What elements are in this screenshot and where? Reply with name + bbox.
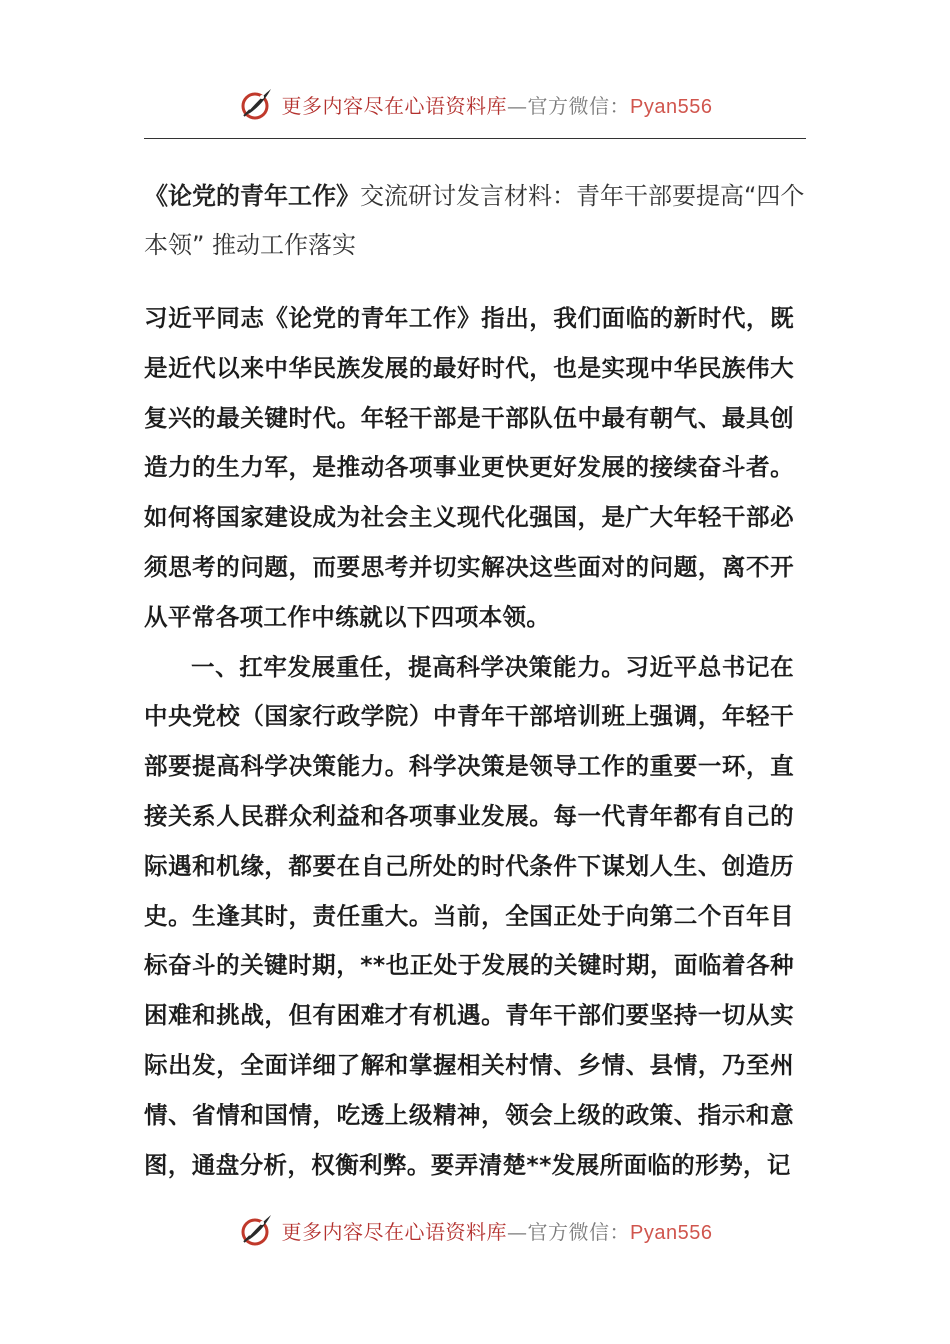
footer-banner-wechat-label: 官方微信： — [527, 1219, 631, 1244]
paragraph-intro: 习近平同志《论党的青年工作》指出，我们面临的新时代，既是近代以来中华民族发展的最好时代，也是实现中华民族伟大复兴的最关键时代。年轻干部是干部队伍中最有朝气、最具创造力的生力军，是推动各项事业更快更好发展的接续奋斗者。如何将国家建设成为社会主义现代化强国，是广大年轻干部必须思考的问题，而要思考并切实解决这些面对的问题，离不开从平常各项工作中练就以下四项本领。 — [144, 304, 794, 631]
title-book-name: 《论党的青年工作》 — [144, 182, 360, 210]
header-banner-wechat-label: 官方微信： — [527, 93, 631, 118]
footer-banner-main: 更多内容尽在心语资料库 — [281, 1219, 508, 1244]
header-banner — [0, 82, 950, 126]
footer-banner-text — [282, 1216, 713, 1245]
header-banner-main: 更多内容尽在心语资料库 — [281, 93, 508, 118]
document-body — [144, 294, 794, 1190]
header-divider — [144, 138, 806, 139]
header-banner-text — [282, 90, 713, 119]
document-title — [144, 172, 806, 270]
header-banner-dash: — — [507, 93, 528, 118]
footer-banner-dash: — — [507, 1219, 528, 1244]
quill-logo-icon — [238, 86, 274, 122]
header-banner-wechat-id: Pyan556 — [630, 95, 713, 118]
title-rest: 交流研讨发言材料：青年干部要提高“四个本领” 推动工作落实 — [144, 182, 805, 259]
quill-logo-icon — [238, 1212, 274, 1248]
paragraph-section-one: 一、扛牢发展重任，提高科学决策能力。习近平总书记在中央党校（国家行政学院）中青年干部培训班上强调，年轻干部要提高科学决策能力。科学决策是领导工作的重要一环，直接关系人民群众利益和各项事业发展。每一代青年都有自己的际遇和机缘，都要在自己所处的时代条件下谋划人生、创造历史。生逢其时，责任重大。当前，全国正处于向第二个百年目标奋斗的关键时期，**也正处于发展的关键时期，面临着各种困难和挑战，但有困难才有机遇。青年干部们要坚持一切从实际出发，全面详细了解和掌握相关村情、乡情、县情，乃至州情、省情和国情，吃透上级精神，领会上级的政策、指示和意图，通盘分析，权衡利弊。要弄清楚**发展所面临的形势，记 — [144, 652, 794, 1179]
footer-banner — [0, 1208, 950, 1252]
footer-banner-wechat-id: Pyan556 — [630, 1221, 713, 1244]
